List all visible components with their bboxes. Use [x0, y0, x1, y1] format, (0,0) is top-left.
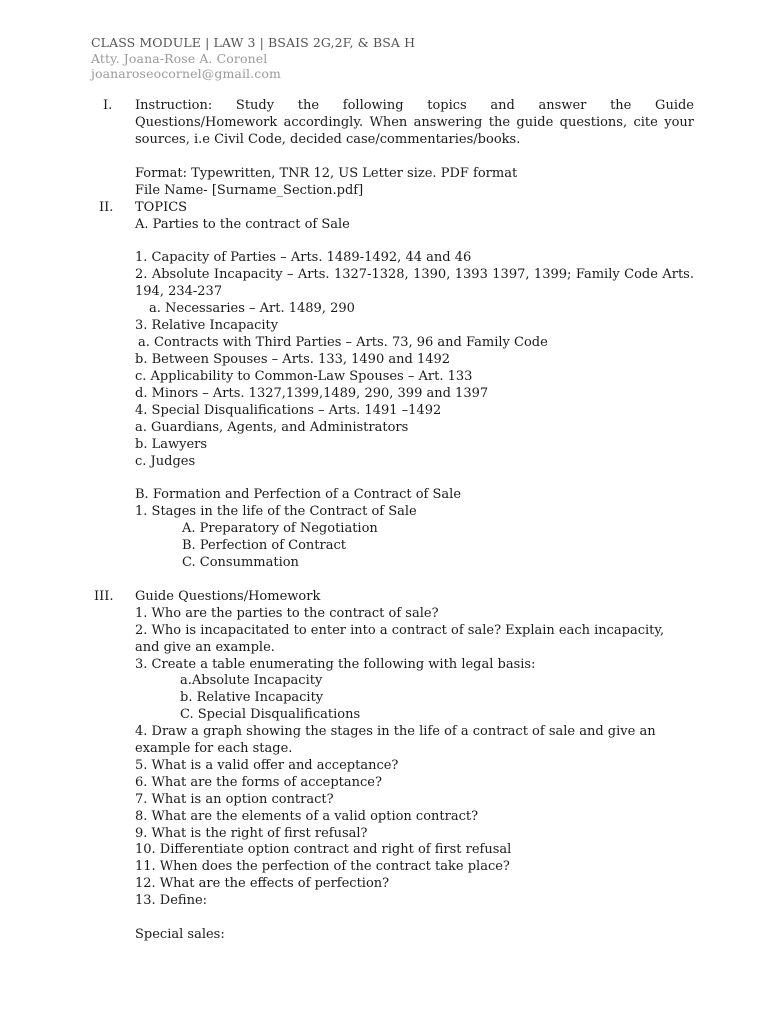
question-item: 8. What are the elements of a valid option contract? — [135, 809, 479, 824]
section-numeral-3: III. — [94, 589, 114, 604]
guide-questions-heading: Guide Questions/Homework — [135, 589, 321, 604]
question-item: 9. What is the right of first refusal? — [135, 826, 368, 841]
question-item: 2. Who is incapacitated to enter into a contract of sale? Explain each incapacity, — [135, 623, 665, 638]
topic-item: a. Guardians, Agents, and Administrators — [135, 420, 409, 435]
question-item: 3. Create a table enumerating the following with legal basis: — [135, 657, 536, 672]
question-item: and give an example. — [135, 640, 275, 655]
question-sub-item: b. Relative Incapacity — [180, 690, 324, 705]
instruction-line-2: Questions/Homework accordingly. When answering the guide questions, cite your — [135, 115, 694, 130]
topic-item: b. Between Spouses – Arts. 133, 1490 and 1492 — [135, 352, 451, 367]
question-sub-item: a.Absolute Incapacity — [180, 673, 323, 688]
topic-b-item: 1. Stages in the life of the Contract of Sale — [135, 504, 417, 519]
section-numeral-1: I. — [103, 98, 113, 113]
stage-item: B. Perfection of Contract — [182, 538, 346, 553]
instruction-line-1: Instruction: Study the following topics and answer the Guide — [135, 98, 694, 113]
module-title: CLASS MODULE | LAW 3 | BSAIS 2G,2F, & BSA H — [91, 35, 416, 50]
topic-item: 1. Capacity of Parties – Arts. 1489-1492, 44 and 46 — [135, 250, 472, 265]
stage-item: C. Consummation — [182, 555, 299, 570]
question-item: 5. What is a valid offer and acceptance? — [135, 758, 399, 773]
question-item: 7. What is an option contract? — [135, 792, 334, 807]
topic-b-heading: B. Formation and Perfection of a Contract of Sale — [135, 487, 462, 502]
topic-item: 194, 234-237 — [135, 284, 223, 299]
topic-item: c. Applicability to Common-Law Spouses – Art. 133 — [135, 369, 473, 384]
question-item: 13. Define: — [135, 893, 208, 908]
question-item: 10. Differentiate option contract and right of first refusal — [135, 842, 512, 857]
topic-item: 4. Special Disqualifications – Arts. 1491 –1492 — [135, 403, 442, 418]
question-item: 4. Draw a graph showing the stages in the life of a contract of sale and give an — [135, 724, 656, 739]
author-name: Atty. Joana-Rose A. Coronel — [91, 51, 268, 66]
topic-a-heading: A. Parties to the contract of Sale — [135, 217, 350, 232]
topic-item: d. Minors – Arts. 1327,1399,1489, 290, 399 and 1397 — [135, 386, 489, 401]
section-numeral-2: II. — [99, 200, 114, 215]
format-line: Format: Typewritten, TNR 12, US Letter size. PDF format — [135, 166, 518, 181]
topic-item: 3. Relative Incapacity — [135, 318, 279, 333]
stage-item: A. Preparatory of Negotiation — [182, 521, 378, 536]
filename-line: File Name- [Surname_Section.pdf] — [135, 183, 364, 198]
question-item: 6. What are the forms of acceptance? — [135, 775, 382, 790]
topic-item: 2. Absolute Incapacity – Arts. 1327-1328, 1390, 1393 1397, 1399; Family Code Arts. — [135, 267, 694, 282]
topic-item: b. Lawyers — [135, 437, 208, 452]
author-email: joanaroseocornel@gmail.com — [91, 66, 281, 81]
question-item: 1. Who are the parties to the contract of sale? — [135, 606, 439, 621]
topic-item: a. Contracts with Third Parties – Arts. 73, 96 and Family Code — [138, 335, 548, 350]
topic-item: a. Necessaries – Art. 1489, 290 — [149, 301, 355, 316]
topic-item: c. Judges — [135, 454, 196, 469]
question-sub-item: C. Special Disqualifications — [180, 707, 361, 722]
special-sales-label: Special sales: — [135, 927, 225, 942]
question-item: 11. When does the perfection of the contract take place? — [135, 859, 510, 874]
instruction-line-3: sources, i.e Civil Code, decided case/commentaries/books. — [135, 132, 521, 147]
topics-heading: TOPICS — [135, 200, 188, 215]
question-item: example for each stage. — [135, 741, 293, 756]
question-item: 12. What are the effects of perfection? — [135, 876, 390, 891]
